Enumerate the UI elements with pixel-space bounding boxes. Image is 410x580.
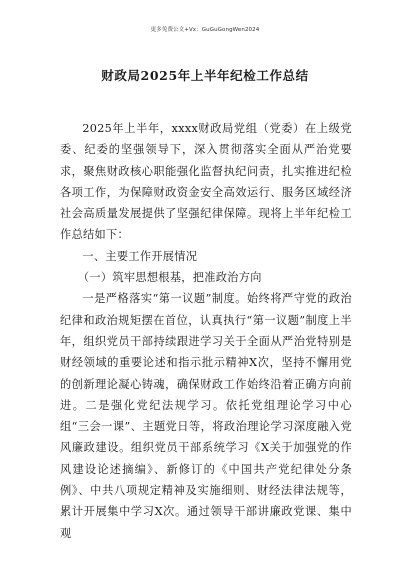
subsection-heading: （一）筑牢思想根基，把准政治方向 [77, 271, 262, 285]
document-body [60, 118, 352, 544]
document-title: 财政局2025年上半年纪检工作总结 [101, 68, 309, 83]
intro-paragraph: 2025年上半年，xxxx财政局党组（党委）在上级党委、纪委的坚强领导下，深入贯彻落实全面从严治党要求，聚焦财政核心职能强化监督执纪问责，扎实推进纪检各项工作，为保障财政资金安全高效运行、服务区域经济社会高质量发展提供了坚强纪律保障。现将上半年纪检工作总结如下： [60, 122, 352, 242]
section-heading: 一、主要工作开展情况 [82, 249, 198, 263]
body-paragraph: 一是严格落实“第一议题”制度。始终将严守党的政治纪律和政治规矩摆在首位，认真执行“第一议题”制度上半年，组织党员干部持续跟进学习关于全面从严治党特别是财经领域的重要论述和指示批示精神X次，坚持不懈用党的创新理论凝心铸魂，确保财政工作始终沿着正确方向前进。二是强化党纪法规学习。依托党组理论学习中心组“三会一课”、主题党日等，将政治理论学习深度融入党风廉政建设。组织党员干部系统学习《X关于加强党的作风建设论述摘编》、新修订的《中国共产党纪律处分条例》、中共八项规定精神及实施细则、财经法律法规等，累计开展集中学习X次。通过领导干部讲廉政党课、集中观 [60, 292, 352, 540]
header-note: 更多免费公文+Vx：GuGuGongWen2024 [150, 27, 260, 33]
